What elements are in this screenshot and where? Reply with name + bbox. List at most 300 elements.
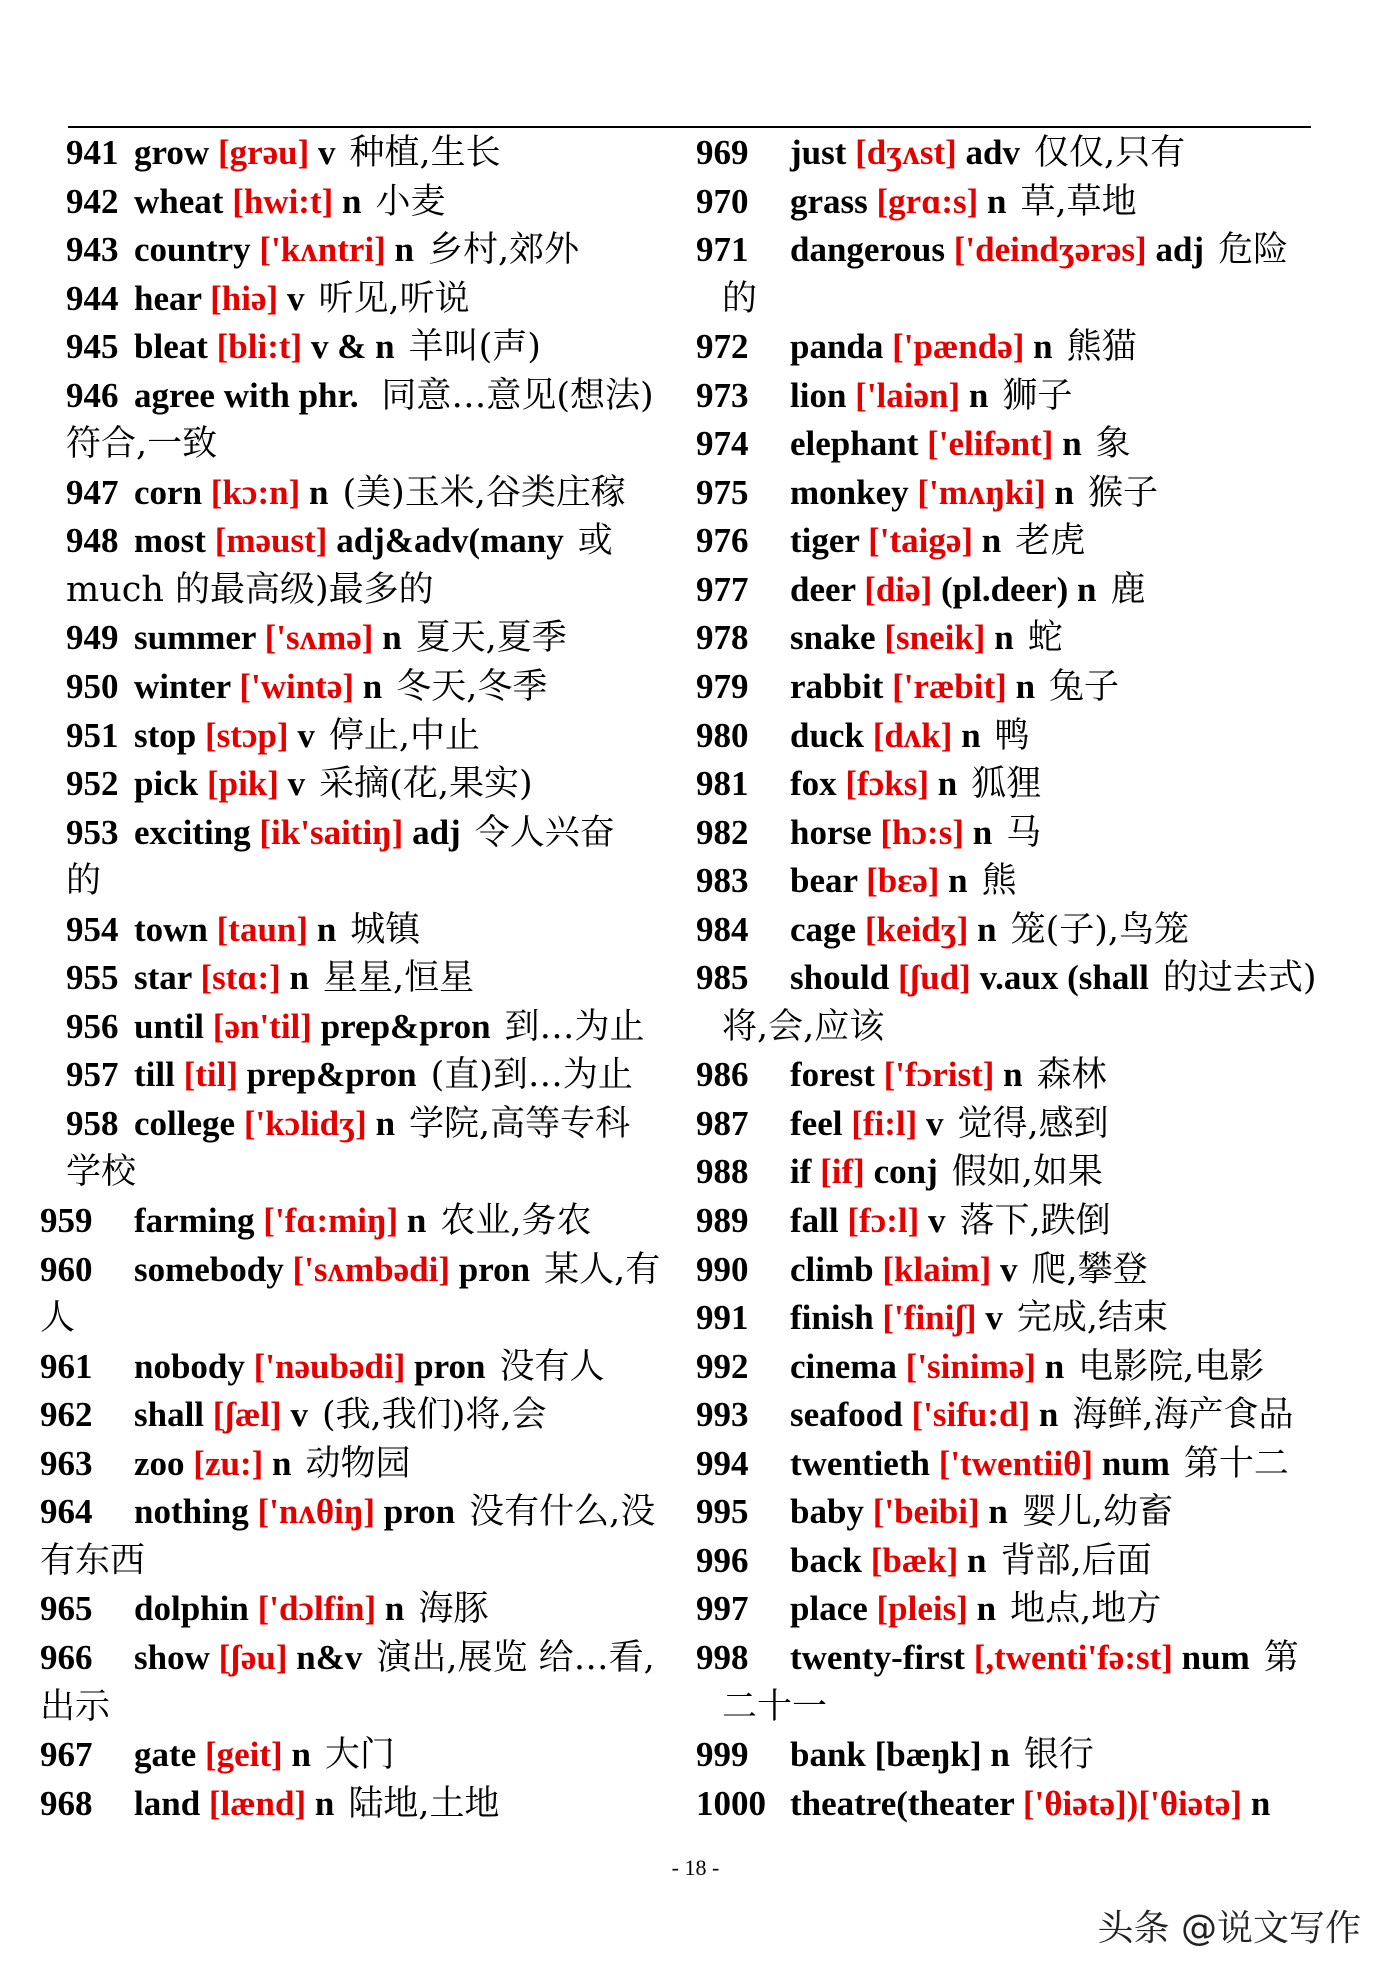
continuation-text: 将,会,应该 [722, 1006, 885, 1047]
entry-phonetic: ['finiʃ] [882, 1298, 977, 1338]
entry-number: 957 [66, 1055, 119, 1095]
vocab-entry [40, 275, 690, 324]
entry-number: 975 [696, 472, 749, 512]
vocab-entry [40, 1246, 690, 1295]
vocab-entry [40, 1780, 690, 1829]
entry-word: monkey [790, 472, 909, 512]
entry-number: 945 [66, 327, 119, 367]
entry-number: 953 [66, 812, 119, 852]
vocab-entry [40, 954, 690, 1003]
entry-meaning: 夏天,夏季 [415, 618, 567, 659]
vocab-entry [696, 1343, 1356, 1392]
vocab-entry [40, 1585, 690, 1634]
entry-meaning: 陆地,土地 [348, 1783, 500, 1824]
entry-part-of-speech: v [318, 133, 336, 172]
entry-phonetic: ['deindʒərəs] [953, 230, 1147, 270]
entry-word: back [790, 1540, 862, 1580]
entry-part-of-speech: n [961, 715, 981, 755]
entry-word: until [134, 1006, 205, 1046]
entry-phonetic: ['laiən] [855, 375, 961, 415]
entry-word: nothing [134, 1492, 249, 1532]
entry-phonetic: [məust] [214, 521, 328, 561]
entry-word: dolphin [134, 1589, 249, 1629]
vocab-entry [696, 1731, 1356, 1780]
entry-meaning: 仅仅,只有 [1033, 133, 1186, 173]
entry-meaning: 狐狸 [971, 764, 1042, 805]
entry-phonetic: [stɔp] [205, 715, 289, 755]
continuation-text: much 的最高级)最多的 [66, 569, 434, 610]
entry-number: 964 [40, 1492, 93, 1532]
vocab-entry [696, 1246, 1356, 1295]
entry-word: bleat [134, 327, 208, 367]
entry-number: 989 [696, 1201, 749, 1241]
entry-meaning: 大门 [324, 1735, 395, 1776]
vocab-entry [40, 226, 690, 275]
vocab-entry [696, 1197, 1356, 1246]
entry-phonetic: [hiə] [210, 278, 279, 318]
entry-part-of-speech: n [1003, 1055, 1023, 1095]
entry-number: 988 [696, 1152, 749, 1192]
vocab-entry [40, 1391, 690, 1440]
entry-word: forest [790, 1055, 875, 1095]
entry-number: 979 [696, 667, 749, 707]
entry-number: 985 [696, 958, 749, 998]
entry-number: 977 [696, 569, 749, 609]
entry-part-of-speech: num [1181, 1637, 1250, 1677]
right-column [696, 129, 1356, 1828]
entry-phonetic: [til] [183, 1055, 238, 1095]
entry-phonetic: [ʃəu] [218, 1637, 288, 1677]
continuation-text: 的 [66, 861, 102, 902]
vocab-entry [40, 1100, 690, 1149]
vocab-entry [696, 954, 1356, 1003]
entry-phonetic: ['ræbit] [892, 667, 1007, 707]
entry-phonetic: [ʃæl] [212, 1395, 282, 1435]
entry-word: somebody [134, 1249, 284, 1289]
entry-word: college [134, 1103, 236, 1143]
entry-number: 971 [696, 230, 749, 270]
entry-part-of-speech: n [316, 909, 337, 949]
entry-word: should [790, 958, 890, 998]
vocab-entry [696, 614, 1356, 663]
vocab-entry [40, 906, 690, 955]
entry-word: finish [790, 1298, 874, 1338]
continuation-text: 学校 [66, 1152, 137, 1193]
entry-phonetic: ['taigə] [868, 521, 974, 561]
entry-word: dangerous [790, 230, 945, 270]
entry-part-of-speech: conj [873, 1152, 938, 1192]
vocab-entry [40, 129, 690, 178]
entry-number: 984 [696, 909, 749, 949]
entry-part-of-speech: n [937, 764, 958, 804]
entry-part-of-speech: prep&pron [320, 1006, 491, 1046]
entry-meaning: 听见,听说 [318, 278, 470, 319]
entry-part-of-speech: n [272, 1443, 292, 1483]
entry-meaning: 假如,如果 [951, 1152, 1103, 1193]
entry-phonetic: ['sifu:d] [911, 1395, 1031, 1435]
entry-meaning: 种植,生长 [349, 133, 501, 173]
entry-meaning: 老虎 [1015, 521, 1086, 562]
entry-continuation [40, 1294, 690, 1343]
entry-meaning: 地点,地方 [1010, 1589, 1162, 1630]
entry-part-of-speech: n [948, 861, 968, 901]
entry-word: star [134, 958, 192, 998]
vocab-entry [696, 809, 1356, 858]
entry-word: cinema [790, 1346, 897, 1386]
entry-number: 965 [40, 1589, 93, 1629]
entry-part-of-speech: n [308, 472, 329, 512]
entry-meaning: 的过去式) [1162, 958, 1317, 999]
vocab-entry [696, 712, 1356, 761]
entry-phonetic: ['sʌmbədi] [292, 1249, 450, 1289]
entry-meaning: 冬天,冬季 [396, 667, 548, 708]
entry-number: 962 [40, 1395, 93, 1435]
entry-meaning: 马 [1006, 812, 1042, 853]
entry-phonetic: [pik] [206, 764, 279, 804]
entry-meaning: 没有什么,没 [469, 1492, 656, 1533]
entry-meaning: 某人,有 [544, 1249, 661, 1290]
entry-word: duck [790, 715, 864, 755]
vocab-entry [696, 226, 1356, 275]
entry-number: 978 [696, 618, 749, 658]
entry-phonetic: [fɔ:l] [847, 1201, 920, 1241]
entry-meaning: 银行 [1023, 1735, 1094, 1776]
entry-phonetic: [fɔks] [845, 764, 929, 804]
entry-meaning: 学院,高等专科 [409, 1103, 631, 1144]
entry-word: till [134, 1055, 175, 1095]
entry-phonetic: [bɛə] [866, 861, 940, 901]
entry-meaning: 熊猫 [1066, 327, 1137, 368]
entry-word: land [134, 1783, 201, 1823]
entry-phonetic: [,twenti'fə:st] [973, 1637, 1173, 1677]
entry-number: 994 [696, 1443, 749, 1483]
entry-meaning: 兔子 [1049, 667, 1120, 708]
entry-word: rabbit [790, 667, 884, 707]
vocab-entry [40, 760, 690, 809]
entry-number: 941 [66, 133, 119, 172]
entry-part-of-speech: n [976, 1589, 997, 1629]
entry-word: feel [790, 1103, 843, 1143]
entry-word: panda [790, 327, 884, 367]
entry-word: bear [790, 861, 858, 901]
entry-number: 982 [696, 812, 749, 852]
continuation-text: 出示 [40, 1686, 111, 1727]
entry-word: fall [790, 1201, 839, 1241]
vocab-entry [696, 372, 1356, 421]
entry-word: pick [134, 764, 199, 804]
entry-meaning: 落下,跌倒 [959, 1201, 1111, 1242]
entry-word: show [134, 1637, 210, 1677]
entry-number: 993 [696, 1395, 749, 1435]
vocab-entry [696, 469, 1356, 518]
entry-part-of-speech: pron [383, 1492, 456, 1532]
entry-phonetic: [if] [820, 1152, 865, 1192]
entry-number: 963 [40, 1443, 93, 1483]
entry-part-of-speech: v [926, 1103, 944, 1143]
vocab-entry [696, 1148, 1356, 1197]
entry-phonetic: ['fɔrist] [883, 1055, 995, 1095]
entry-part-of-speech: n [1033, 327, 1053, 367]
entry-meaning: 演出,展览 给…看, [376, 1637, 655, 1678]
entry-number: 1000 [696, 1783, 766, 1823]
entry-phonetic: [pleis] [876, 1589, 968, 1629]
entry-number: 961 [40, 1346, 93, 1386]
entry-phonetic: [dʌk] [872, 715, 953, 755]
entry-part-of-speech: n [994, 618, 1014, 658]
entry-phonetic: ['wintə] [239, 667, 355, 707]
entry-meaning: 熊 [981, 861, 1017, 902]
entry-number: 991 [696, 1298, 749, 1338]
entry-number: 950 [66, 667, 119, 707]
entry-part-of-speech: n [1038, 1395, 1059, 1435]
vocab-entry [696, 1537, 1356, 1586]
entry-phonetic: [taun] [216, 909, 309, 949]
entry-phonetic: ['kʌntri] [259, 230, 386, 270]
entry-phonetic: ['θiətə])['θiətə] [1022, 1783, 1243, 1823]
entry-part-of-speech: n [291, 1735, 311, 1775]
entry-word: hear [134, 278, 202, 318]
entry-part-of-speech: n [990, 1735, 1010, 1775]
vocab-entry [696, 1294, 1356, 1343]
entry-word: fox [790, 764, 837, 804]
entry-meaning: 鹿 [1110, 569, 1146, 610]
entry-meaning: 到…为止 [504, 1006, 645, 1047]
entry-part-of-speech: n [314, 1783, 335, 1823]
entry-word: grow [134, 133, 210, 172]
entry-meaning: 危险 [1218, 230, 1289, 271]
entry-meaning: 农业,务农 [440, 1201, 592, 1242]
vocab-entry [40, 1051, 690, 1100]
entry-word: corn [134, 472, 203, 512]
entry-part-of-speech: v [297, 715, 315, 755]
vocab-entry [40, 178, 690, 227]
entry-part-of-speech: n [382, 618, 402, 658]
entry-continuation [40, 857, 690, 906]
entry-part-of-speech: pron [414, 1346, 486, 1386]
entry-word: just [790, 133, 847, 172]
entry-part-of-speech: n [342, 181, 362, 221]
entry-meaning: 或 [577, 521, 613, 562]
entry-part-of-speech: n [289, 958, 310, 998]
entry-number: 948 [66, 521, 119, 561]
entry-meaning: 爬,攀登 [1031, 1249, 1148, 1290]
entry-part-of-speech: n [972, 812, 993, 852]
entry-phonetic: ['kɔlidʒ] [243, 1103, 367, 1143]
entry-meaning: 觉得,感到 [957, 1103, 1109, 1144]
entry-number: 951 [66, 715, 119, 755]
entry-phonetic: [dʒʌst] [855, 133, 957, 172]
entry-part-of-speech: n [406, 1201, 427, 1241]
entry-phonetic: [ʃud] [898, 958, 971, 998]
entry-word: horse [790, 812, 872, 852]
vocab-entry [696, 1585, 1356, 1634]
vocab-entry [696, 1440, 1356, 1489]
entry-part-of-speech: adj&adv(many [336, 521, 564, 561]
entry-part-of-speech: n [968, 375, 989, 415]
vocab-entry [696, 1391, 1356, 1440]
vocab-entry [40, 517, 690, 566]
entry-word: agree with phr. [134, 375, 359, 415]
entry-meaning: 海豚 [418, 1589, 489, 1630]
entry-word: wheat [134, 181, 224, 221]
entry-meaning: 同意…意见(想法) [381, 375, 654, 416]
vocab-entry [696, 566, 1356, 615]
watermark: 头条 @说文写作 [1097, 1908, 1361, 1949]
entry-phonetic: [bæk] [870, 1540, 959, 1580]
entry-part-of-speech: v & n [310, 327, 395, 367]
entry-phonetic: ['sinimə] [905, 1346, 1036, 1386]
entry-continuation [696, 1003, 1356, 1052]
entry-word: shall [134, 1395, 205, 1435]
vocab-entry [696, 1488, 1356, 1537]
entry-number: 983 [696, 861, 749, 901]
entry-word: place [790, 1589, 868, 1629]
entry-word: climb [790, 1249, 874, 1289]
entry-meaning: 森林 [1036, 1055, 1107, 1096]
entry-number: 966 [40, 1637, 93, 1677]
vocab-entry [40, 1440, 690, 1489]
entry-part-of-speech: n [375, 1103, 396, 1143]
entry-number: 942 [66, 181, 119, 221]
entry-word: town [134, 909, 208, 949]
entry-meaning: 婴儿,幼畜 [1021, 1492, 1173, 1533]
vocab-entry [40, 614, 690, 663]
entry-part-of-speech: v [290, 1395, 308, 1435]
entry-phonetic: ['elifənt] [927, 424, 1054, 464]
entry-number: 974 [696, 424, 749, 464]
entry-number: 970 [696, 181, 749, 221]
entry-meaning: 猴子 [1087, 472, 1158, 513]
entry-word: exciting [134, 812, 251, 852]
entry-phonetic: [fi:l] [851, 1103, 918, 1143]
entry-word: lion [790, 375, 847, 415]
entry-phonetic: ['fɑ:miŋ] [263, 1201, 399, 1241]
entry-phonetic: [zu:] [193, 1443, 264, 1483]
vocab-entry [40, 809, 690, 858]
entry-part-of-speech: v.aux (shall [979, 958, 1149, 998]
entry-phonetic: [ən'til] [212, 1006, 312, 1046]
entry-continuation [696, 275, 1356, 324]
entry-meaning: 动物园 [305, 1443, 411, 1484]
entry-phonetic: [lænd] [208, 1783, 307, 1823]
entry-number: 981 [696, 764, 749, 804]
vocab-entry [696, 517, 1356, 566]
entry-phonetic: ['sʌmə] [264, 618, 374, 658]
entry-word: twentieth [790, 1443, 930, 1483]
vocab-entry [696, 1634, 1356, 1683]
continuation-text: 的 [722, 278, 758, 319]
vocab-entry [40, 372, 690, 421]
entry-continuation [40, 420, 690, 469]
entry-phonetic: [kɔ:n] [210, 472, 301, 512]
entry-part-of-speech: n [362, 667, 383, 707]
entry-number: 956 [66, 1006, 119, 1046]
entry-word: country [134, 230, 251, 270]
entry-number: 999 [696, 1735, 749, 1775]
entry-phonetic: [keidʒ] [864, 909, 969, 949]
entry-phonetic: [klaim] [882, 1249, 992, 1289]
entry-word: gate [134, 1735, 197, 1775]
entry-number: 998 [696, 1637, 749, 1677]
continuation-text: 二十一 [722, 1686, 828, 1727]
entry-number: 992 [696, 1346, 749, 1386]
entry-phonetic: [sneik] [884, 618, 986, 658]
entry-number: 955 [66, 958, 119, 998]
entry-number: 968 [40, 1783, 93, 1823]
entry-phonetic: ['beibi] [872, 1492, 980, 1532]
vocab-entry [40, 1634, 690, 1683]
entry-meaning: 笼(子),鸟笼 [1010, 909, 1190, 950]
entry-number: 958 [66, 1103, 119, 1143]
entry-phonetic: ['twentiiθ] [938, 1443, 1094, 1483]
left-column [40, 129, 690, 1828]
entry-meaning: 狮子 [1002, 375, 1073, 416]
entry-number: 972 [696, 327, 749, 367]
vocab-entry [696, 906, 1356, 955]
header-rule [68, 126, 1311, 128]
vocab-entry [40, 469, 690, 518]
entry-part-of-speech: n [1054, 472, 1074, 512]
entry-continuation [40, 1148, 690, 1197]
entry-part-of-speech: n&v [296, 1637, 363, 1677]
entry-meaning: 第十二 [1183, 1443, 1289, 1484]
page-number: - 18 - [671, 1855, 720, 1880]
entry-part-of-speech: v [985, 1298, 1003, 1338]
entry-number: 987 [696, 1103, 749, 1143]
entry-phonetic: [hwi:t] [232, 181, 334, 221]
entry-number: 990 [696, 1249, 749, 1289]
entry-meaning: 电影院,电影 [1078, 1346, 1265, 1387]
vocab-entry [696, 760, 1356, 809]
entry-part-of-speech: num [1101, 1443, 1170, 1483]
entry-phonetic: [grəu] [217, 133, 310, 172]
entry-word: farming [134, 1201, 255, 1241]
entry-word: stop [134, 715, 197, 755]
entry-part-of-speech: n [987, 181, 1007, 221]
vocab-entry [696, 663, 1356, 712]
entry-phonetic: [ik'saitiŋ] [259, 812, 404, 852]
entry-part-of-speech: v [928, 1201, 946, 1241]
entry-part-of-speech: adj [412, 812, 461, 852]
entry-word: snake [790, 618, 876, 658]
entry-meaning: 停止,中止 [328, 715, 480, 756]
entry-number: 944 [66, 278, 119, 318]
entry-part-of-speech: (pl.deer) n [940, 569, 1097, 609]
entry-number: 997 [696, 1589, 749, 1629]
entry-phonetic: ['dɔlfin] [257, 1589, 377, 1629]
entry-part-of-speech: adj [1155, 230, 1205, 270]
entry-number: 967 [40, 1735, 93, 1775]
vocab-entry [40, 712, 690, 761]
entry-word: bank [790, 1735, 866, 1775]
entry-part-of-speech: n [1044, 1346, 1065, 1386]
entry-phonetic: ['pændə] [892, 327, 1025, 367]
entry-part-of-speech: n [384, 1589, 405, 1629]
entry-meaning: 蛇 [1027, 618, 1063, 659]
continuation-text: 人 [40, 1298, 76, 1339]
vocab-entry [40, 1731, 690, 1780]
entry-word: zoo [134, 1443, 185, 1483]
entry-meaning: 没有人 [499, 1346, 605, 1387]
entry-word: most [134, 521, 206, 561]
entry-meaning: (美)玉米,谷类庄稼 [342, 472, 626, 513]
vocab-entry [696, 420, 1356, 469]
entry-word: twenty-first [790, 1637, 965, 1677]
entry-word: nobody [134, 1346, 245, 1386]
entry-meaning: 海鲜,海产食品 [1072, 1395, 1294, 1436]
entry-continuation [40, 1683, 690, 1732]
vocab-entry [40, 1343, 690, 1392]
